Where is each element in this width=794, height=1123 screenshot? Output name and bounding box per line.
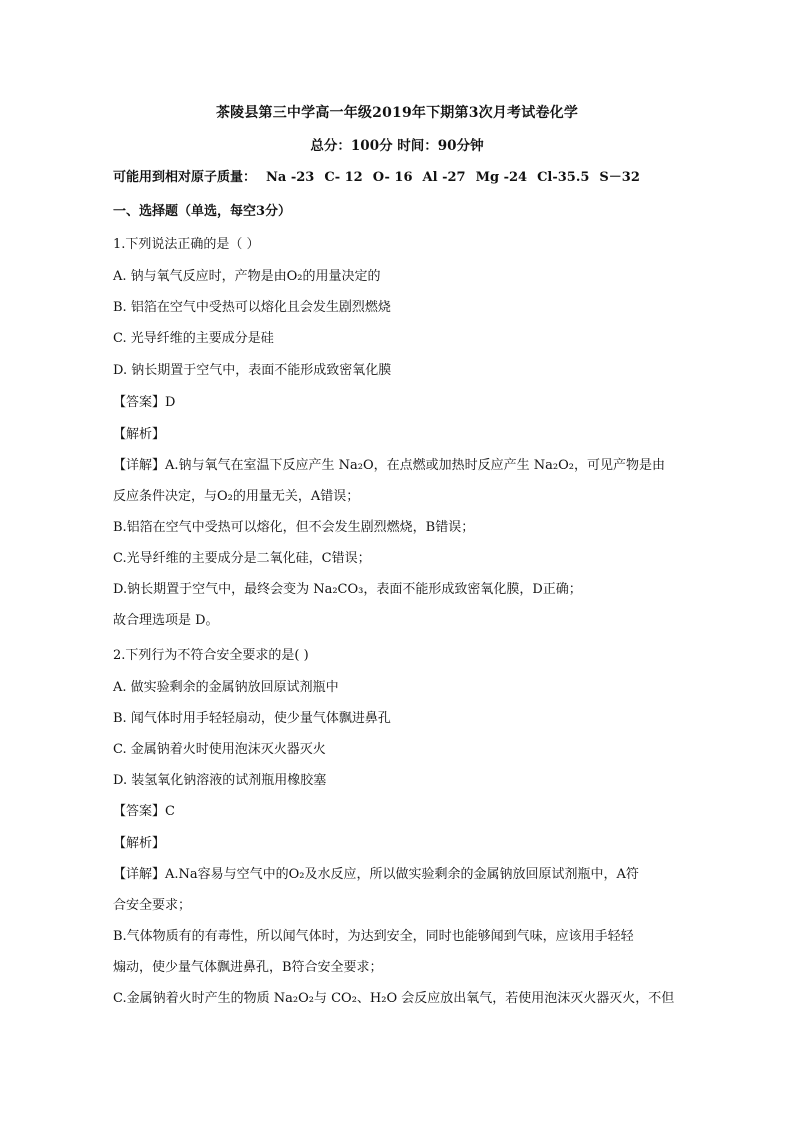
question-1-detail: 反应条件决定，与O₂的用量无关，A错误； (113, 489, 360, 504)
section-title: 一、选择题（单选，每空3分） (113, 204, 292, 219)
question-1-detail: D.钠长期置于空气中，最终会变为 Na₂CO₃，表面不能形成致密氧化膜，D正确； (113, 582, 582, 597)
question-1-option-b: B. 铝箔在空气中受热可以熔化且会发生剧烈燃烧 (113, 300, 391, 315)
question-1-detail: 【详解】A.钠与氧气在室温下反应产生 Na₂O，在点燃或加热时反应产生 Na₂O₂，可见产物是由 (113, 458, 665, 473)
atomic-mass-label: 可能用到相对原子质量： (113, 170, 257, 185)
question-1-conclusion: 故合理选项是 D。 (113, 613, 219, 628)
question-1-detail: C.光导纤维的主要成分是二氧化硅，C错误； (113, 551, 371, 566)
question-2-detail: B.气体物质有的有毒性，所以闻气体时，为达到安全，同时也能够闻到气味，应该用手轻轻 (113, 929, 634, 944)
page-title: 茶陵县第三中学高一年级2019年下期第3次月考试卷化学 (215, 105, 579, 121)
atomic-mass-value: C- 12 (324, 170, 363, 185)
atomic-mass-line (113, 166, 650, 185)
question-2-detail: 合安全要求； (113, 898, 192, 913)
atomic-mass-value: Mg -24 (475, 170, 528, 185)
question-1-stem: 1.下列说法正确的是（ ） (113, 237, 260, 252)
question-2-option-b: B. 闻气体时用手轻轻扇动，使少量气体飘进鼻孔 (113, 711, 391, 726)
question-2-analysis-label: 【解析】 (113, 836, 166, 851)
question-2-option-d: D. 装氢氧化钠溶液的试剂瓶用橡胶塞 (113, 773, 327, 788)
atomic-mass-value: Cl-35.5 (537, 170, 590, 185)
question-1-answer: 【答案】D (113, 395, 176, 410)
question-1-option-a: A. 钠与氧气反应时，产物是由O₂的用量决定的 (113, 269, 381, 284)
atomic-mass-value: O- 16 (372, 170, 413, 185)
question-2-detail: C.金属钠着火时产生的物质 Na₂O₂与 CO₂、H₂O 会反应放出氧气，若使用泡沫灭火器灭火，不但 (113, 991, 675, 1006)
question-2-option-c: C. 金属钠着火时使用泡沫灭火器灭火 (113, 742, 326, 757)
atomic-mass-value: Al -27 (422, 170, 466, 185)
question-1-option-c: C. 光导纤维的主要成分是硅 (113, 331, 274, 346)
question-1-detail: B.铝箔在空气中受热可以熔化，但不会发生剧烈燃烧，B错误； (113, 520, 475, 535)
page-subtitle: 总分：100分 时间：90分钟 (310, 138, 484, 154)
question-2-detail: 煽动，使少量气体飘进鼻孔，B符合安全要求； (113, 960, 383, 975)
question-2-option-a: A. 做实验剩余的金属钠放回原试剂瓶中 (113, 680, 339, 695)
question-1-option-d: D. 钠长期置于空气中，表面不能形成致密氧化膜 (113, 363, 392, 378)
atomic-mass-value: S－32 (599, 170, 640, 185)
question-2-stem: 2.下列行为不符合安全要求的是( ) (113, 648, 309, 663)
atomic-mass-value: Na -23 (266, 170, 315, 185)
question-2-detail: 【详解】A.Na容易与空气中的O₂及水反应，所以做实验剩余的金属钠放回原试剂瓶中，A符 (113, 867, 639, 882)
question-2-answer: 【答案】C (113, 804, 175, 819)
question-1-analysis-label: 【解析】 (113, 427, 166, 442)
